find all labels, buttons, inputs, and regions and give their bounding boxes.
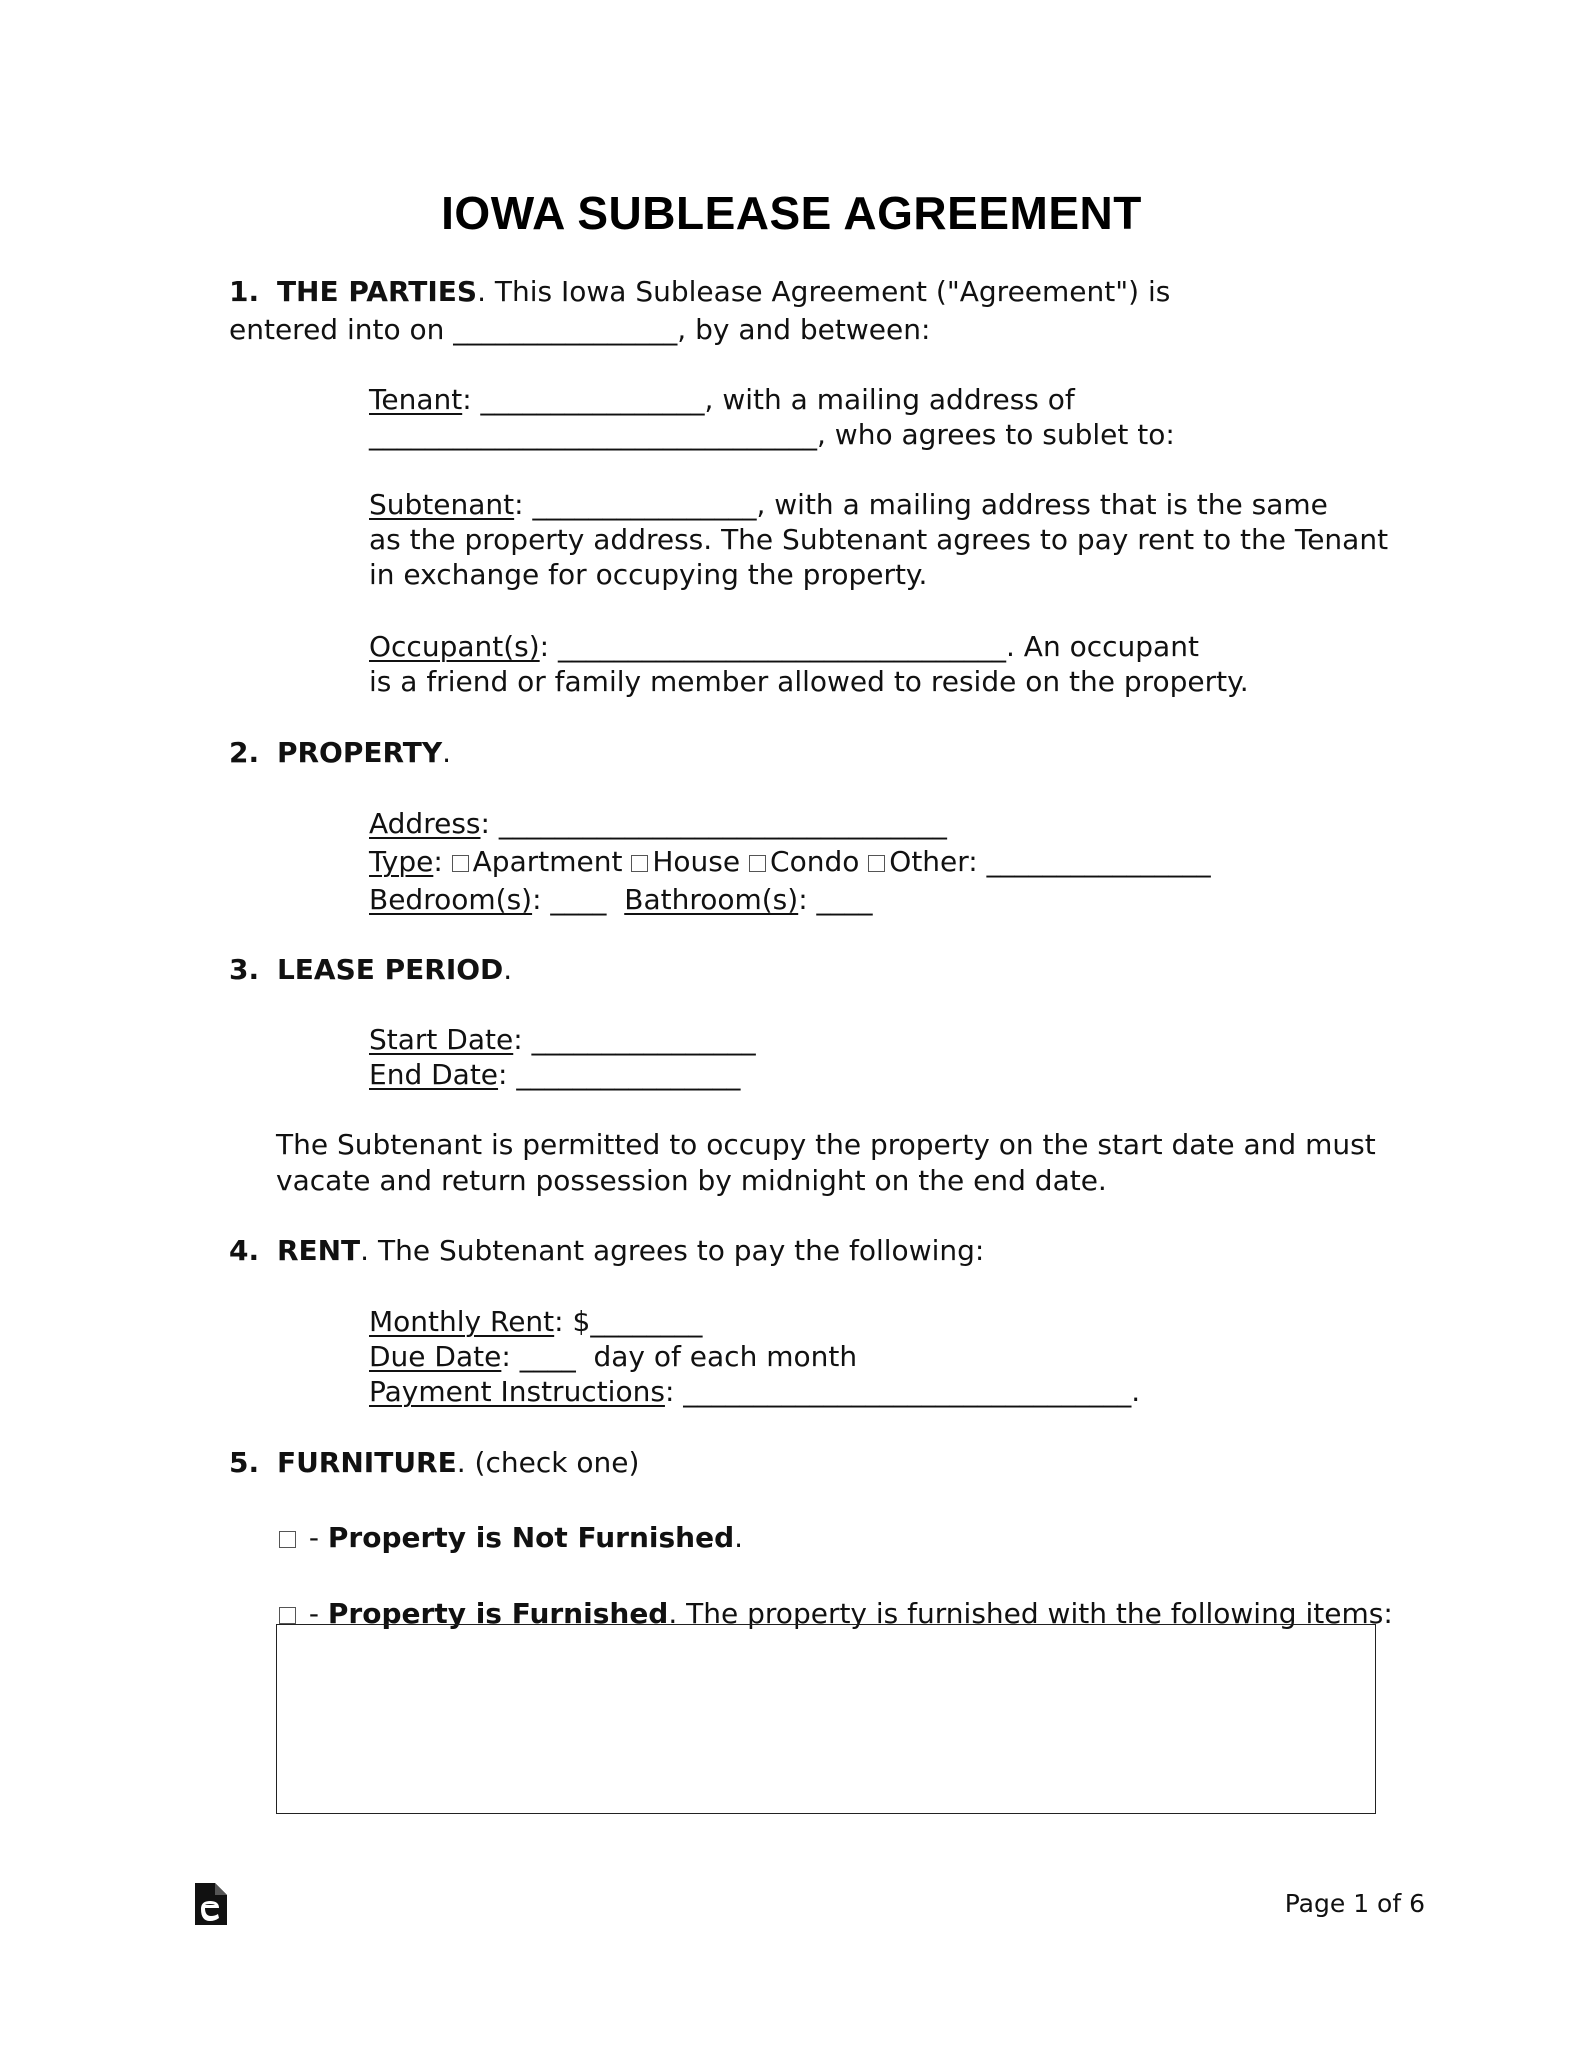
furnished-items-box[interactable] xyxy=(276,1624,1376,1814)
furnished-text: . The property is furnished with the following items: xyxy=(668,1597,1393,1630)
condo-label: Condo xyxy=(770,845,860,878)
payment-instructions-label: Payment Instructions xyxy=(369,1375,665,1408)
furnished-label: Property is Furnished xyxy=(327,1597,669,1630)
subtenant-line-2: as the property address. The Subtenant agrees to pay rent to the Tenant xyxy=(369,523,1389,556)
subtenant-field[interactable]: : ________________, with a mailing address that is the same xyxy=(514,488,1328,521)
tenant-line xyxy=(369,382,1075,418)
not-furnished-label: Property is Not Furnished xyxy=(327,1521,735,1554)
monthly-rent-line xyxy=(369,1304,702,1340)
other-checkbox[interactable] xyxy=(868,855,885,872)
monthly-rent-label: Monthly Rent xyxy=(369,1305,555,1338)
section-4-heading-line xyxy=(229,1233,984,1269)
subtenant-line xyxy=(369,487,1328,523)
not-furnished-punct: . xyxy=(734,1521,744,1554)
section-4-text: . The Subtenant agrees to pay the following: xyxy=(360,1234,985,1267)
not-furnished-checkbox[interactable] xyxy=(279,1531,296,1548)
bathrooms-field[interactable]: : ____ xyxy=(798,883,873,916)
section-4-heading: RENT xyxy=(276,1234,361,1267)
bedrooms-label: Bedroom(s) xyxy=(369,883,533,916)
payment-instructions-line xyxy=(369,1374,1140,1410)
section-5-heading: FURNITURE xyxy=(276,1446,457,1479)
section-2-number: 2. xyxy=(229,736,260,769)
section-1-heading: THE PARTIES xyxy=(276,275,478,308)
section-5-text: . (check one) xyxy=(456,1446,640,1479)
due-date-label: Due Date xyxy=(369,1340,502,1373)
section-5-number: 5. xyxy=(229,1446,260,1479)
lease-para-line-2: vacate and return possession by midnight on the end date. xyxy=(276,1164,1107,1197)
end-date-label: End Date xyxy=(369,1058,499,1091)
bedrooms-field[interactable]: : ____ xyxy=(532,883,607,916)
occupant-label: Occupant(s) xyxy=(369,630,540,663)
start-date-label: Start Date xyxy=(369,1023,514,1056)
start-date-line xyxy=(369,1022,756,1058)
end-date-line xyxy=(369,1057,740,1093)
due-date-field[interactable]: : ____ day of each month xyxy=(501,1340,858,1373)
section-1-line-2: entered into on ________________, by and between: xyxy=(229,313,931,346)
address-line xyxy=(369,806,947,842)
section-2-heading-line: 2. PROPERTY. xyxy=(229,736,452,769)
house-checkbox[interactable] xyxy=(631,855,648,872)
rooms-line xyxy=(369,882,873,918)
eforms-logo-icon xyxy=(193,1875,229,1927)
section-2-heading: PROPERTY xyxy=(276,736,443,769)
apartment-checkbox[interactable] xyxy=(452,855,469,872)
subtenant-label: Subtenant xyxy=(369,488,515,521)
section-3-heading: LEASE PERIOD xyxy=(276,953,504,986)
section-4-number: 4. xyxy=(229,1234,260,1267)
end-date-field[interactable]: : ________________ xyxy=(498,1058,741,1091)
type-line: Type: Apartment House Condo Other: ________________ xyxy=(369,845,1211,878)
due-date-line xyxy=(369,1339,857,1375)
section-1-text: . This Iowa Sublease Agreement ("Agreement") is xyxy=(477,275,1171,308)
condo-checkbox[interactable] xyxy=(749,855,766,872)
section-1-number: 1. xyxy=(229,275,260,308)
monthly-rent-field[interactable]: : $________ xyxy=(554,1305,703,1338)
tenant-address-line[interactable]: ________________________________, who agrees to sublet to: xyxy=(369,418,1175,451)
page-number: Page 1 of 6 xyxy=(1284,1889,1425,1918)
start-date-field[interactable]: : ________________ xyxy=(513,1023,756,1056)
type-label: Type xyxy=(369,845,434,878)
apartment-label: Apartment xyxy=(472,845,623,878)
subtenant-line-3: in exchange for occupying the property. xyxy=(369,558,928,591)
house-label: House xyxy=(652,845,741,878)
section-3-heading-line: 3. LEASE PERIOD. xyxy=(229,953,513,986)
section-1-line-1 xyxy=(229,274,1170,310)
lease-para-line-1: The Subtenant is permitted to occupy the property on the start date and must xyxy=(276,1128,1376,1161)
not-furnished-option: - Property is Not Furnished. xyxy=(279,1520,743,1556)
tenant-label: Tenant xyxy=(369,383,463,416)
section-5-heading-line xyxy=(229,1445,639,1481)
tenant-field[interactable]: : ________________, with a mailing address of xyxy=(462,383,1075,416)
bathrooms-label: Bathroom(s) xyxy=(624,883,799,916)
occupant-line xyxy=(369,629,1199,665)
address-label: Address xyxy=(369,807,481,840)
section-3-number: 3. xyxy=(229,953,260,986)
furnished-checkbox[interactable] xyxy=(279,1607,296,1624)
payment-instructions-field[interactable]: : ________________________________. xyxy=(664,1375,1141,1408)
other-field[interactable]: Other: ________________ xyxy=(889,845,1211,878)
occupant-line-2: is a friend or family member allowed to reside on the property. xyxy=(369,665,1249,698)
furnished-option: - Property is Furnished. The property is furnished with the following items: xyxy=(279,1596,1393,1632)
occupant-field[interactable]: : ________________________________. An occupant xyxy=(539,630,1199,663)
document-title: IOWA SUBLEASE AGREEMENT xyxy=(441,187,1142,239)
address-field[interactable]: : ________________________________ xyxy=(480,807,947,840)
